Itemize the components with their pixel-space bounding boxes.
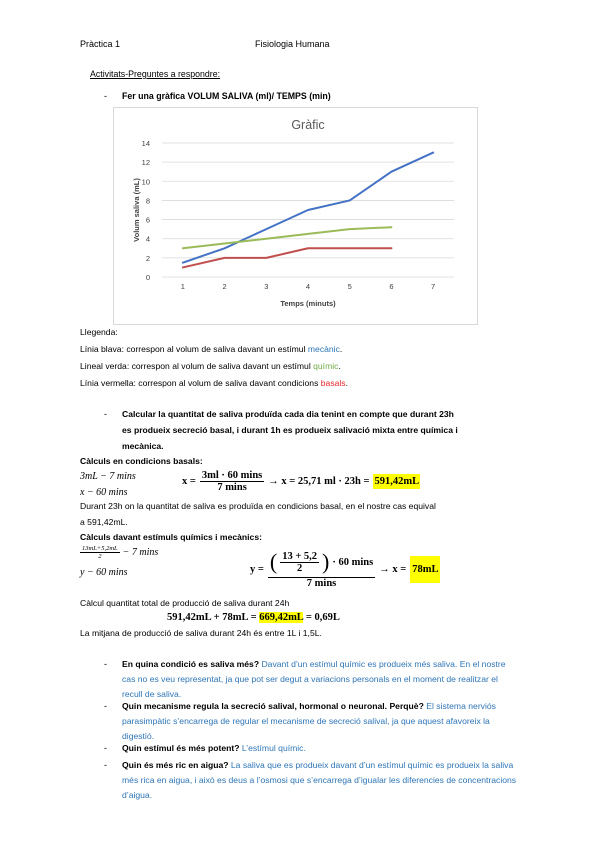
total-eq-left: 591,42mL + 78mL = — [167, 612, 257, 623]
basal-equation — [182, 470, 420, 493]
mixed-inner-frac — [280, 551, 319, 574]
y-tick-label: 0 — [145, 273, 150, 282]
basal-result: 591,42mL — [374, 476, 420, 487]
y-tick-label: 2 — [145, 253, 150, 263]
legend-dot: . — [339, 344, 343, 354]
y-tick-label: 6 — [145, 215, 150, 225]
x-tick-label: 2 — [222, 282, 227, 291]
total-average: La mitjana de producció de saliva durant 24h és entre 1L i 1,5L. — [80, 628, 322, 638]
question-3-q: Quin estímul és més potent? — [122, 743, 240, 753]
legend-red-word: basals — [320, 378, 346, 388]
mixed-small-den: 2 — [98, 553, 102, 560]
basal-fraction — [200, 470, 264, 493]
header-course: Pràctica 1 — [80, 39, 121, 49]
chart-frame — [113, 107, 478, 325]
x-tick-label: 6 — [389, 282, 394, 291]
series-line-mecànic — [183, 153, 433, 263]
series-line-químic — [183, 227, 392, 248]
legend-red — [80, 378, 348, 388]
bullet: - — [104, 409, 107, 419]
mixed-inner-den: 2 — [296, 562, 303, 574]
y-axis-label: Volum saliva (mL) — [132, 178, 141, 242]
y-tick-label: 8 — [145, 196, 150, 206]
legend-dot: . — [338, 361, 341, 371]
legend-green-text: Lineal verda: correspon al volum de saliva davant un estímul — [80, 361, 314, 371]
question-2-a: El sistema nerviós parasimpàtic s’encarrega de regular el mecanisme de secreció salival, ja que aquest afavoreix la digestió. — [122, 701, 496, 741]
legend-red-text: Línia vermella: correspon al volum de saliva davant condicions — [80, 378, 321, 388]
y-tick-label: 10 — [141, 177, 150, 187]
mixed-small-frac — [80, 545, 120, 560]
bullet: - — [104, 701, 107, 711]
basal-title: Càlculs en condicions basals: — [80, 456, 203, 466]
y-tick-label: 4 — [145, 234, 150, 244]
legend-title: Llegenda: — [80, 327, 118, 337]
mixed-equation — [250, 549, 440, 589]
basal-num: 3ml · 60 mins — [201, 470, 263, 481]
header-subject: Fisiologia Humana — [255, 39, 330, 49]
x-tick-label: 3 — [264, 282, 269, 291]
mixed-rule-1 — [80, 545, 158, 560]
question-4-a: La saliva que es produeix davant d’un estímul químic es produeix la saliva més rica en aigua, i això es deus a l’osmosi que s’encarrega d’igualar les diferencies de concentracions d’aigua. — [122, 760, 517, 800]
bullet: - — [104, 659, 107, 669]
question-4 — [122, 758, 518, 803]
mixed-small-num: 13mL+5,2mL — [82, 545, 118, 552]
bullet: - — [104, 91, 107, 101]
mixed-mult: · 60 mins — [332, 556, 374, 568]
mixed-y-eq: y = — [250, 563, 264, 575]
mixed-title: Càlculs davant estímuls químics i mecànics: — [80, 532, 262, 542]
basal-rule-2: x − 60 mins — [80, 487, 128, 498]
basal-note-2: a 591,42mL. — [80, 517, 128, 527]
basal-den: 7 mins — [217, 482, 247, 493]
x-tick-label: 4 — [305, 282, 311, 291]
basal-rest: → x = 25,71 ml · 23h = — [268, 476, 370, 487]
paren-open: ( — [269, 549, 278, 574]
question-2 — [122, 699, 518, 744]
total-eq-hl: 669,42mL — [259, 612, 304, 623]
question-4-q: Quin és més ric en aigua? — [122, 760, 229, 770]
x-tick-label: 1 — [180, 282, 185, 291]
legend-blue — [80, 344, 342, 354]
basal-rule-1: 3mL − 7 mins — [80, 471, 136, 482]
legend-green — [80, 361, 341, 371]
total-eq-right: = 0,69L — [305, 612, 340, 623]
mixed-arrow: → x = — [379, 563, 407, 575]
legend-blue-text: Línia blava: correspon al volum de saliva davant un estímul — [80, 344, 308, 354]
y-tick-label: 14 — [141, 139, 150, 148]
q2-line1: Calcular la quantitat de saliva produïda cada dia tenint en compte que durant 23h — [122, 409, 454, 419]
mixed-den: 7 mins — [306, 578, 337, 589]
basal-note-1: Durant 23h on la quantitat de saliva es produïda en condicions basal, en el nostre cas equival — [80, 501, 436, 511]
q2-line3: mecànica. — [122, 441, 164, 451]
legend-green-word: químic — [313, 361, 339, 371]
legend-blue-word: mecànic — [307, 344, 340, 354]
q1-text: Fer una gràfica VOLUM SALIVA (ml)/ TEMPS (min) — [122, 91, 331, 101]
mixed-num — [268, 549, 375, 578]
mixed-small-rest: − 7 mins — [122, 547, 159, 558]
x-tick-label: 5 — [347, 282, 352, 291]
mixed-rule-2: y − 60 mins — [80, 567, 128, 578]
x-axis-label: Temps (minuts) — [280, 299, 336, 308]
basal-x-eq: x = — [182, 476, 196, 487]
chart-title: Gràfic — [291, 118, 325, 132]
legend-dot: . — [345, 378, 348, 388]
bullet: - — [104, 760, 107, 770]
y-tick-label: 12 — [141, 158, 150, 168]
mixed-inner-num: 13 + 5,2 — [282, 550, 318, 562]
question-3-a: L’estímul químic. — [241, 743, 306, 753]
total-equation — [167, 612, 340, 623]
question-1-q: En quina condició es saliva més? — [122, 659, 260, 669]
section-title: Activitats-Preguntes a respondre: — [90, 69, 221, 79]
mixed-fraction — [268, 549, 375, 589]
question-3 — [122, 741, 518, 756]
x-tick-label: 7 — [431, 282, 436, 291]
bullet: - — [104, 743, 107, 753]
mixed-result: 78mL — [410, 556, 440, 583]
q2-line2: es produeix secreció basal, i durant 1h es produeix salivació mixta entre química i — [122, 425, 458, 435]
question-1 — [122, 657, 518, 702]
question-2-q: Quin mecanisme regula la secreció salival, hormonal o neuronal. Perquè? — [122, 701, 424, 711]
paren-close: ) — [322, 549, 330, 574]
line-chart — [114, 108, 477, 324]
question-1-a: Davant d’un estímul químic es produeix més saliva. En el nostre cas no es veu representat, ja que pot ser degut a variacions personals en el moment de realitzar el recull de saliva. — [122, 659, 506, 699]
total-title: Càlcul quantitat total de producció de saliva durant 24h — [80, 598, 290, 608]
